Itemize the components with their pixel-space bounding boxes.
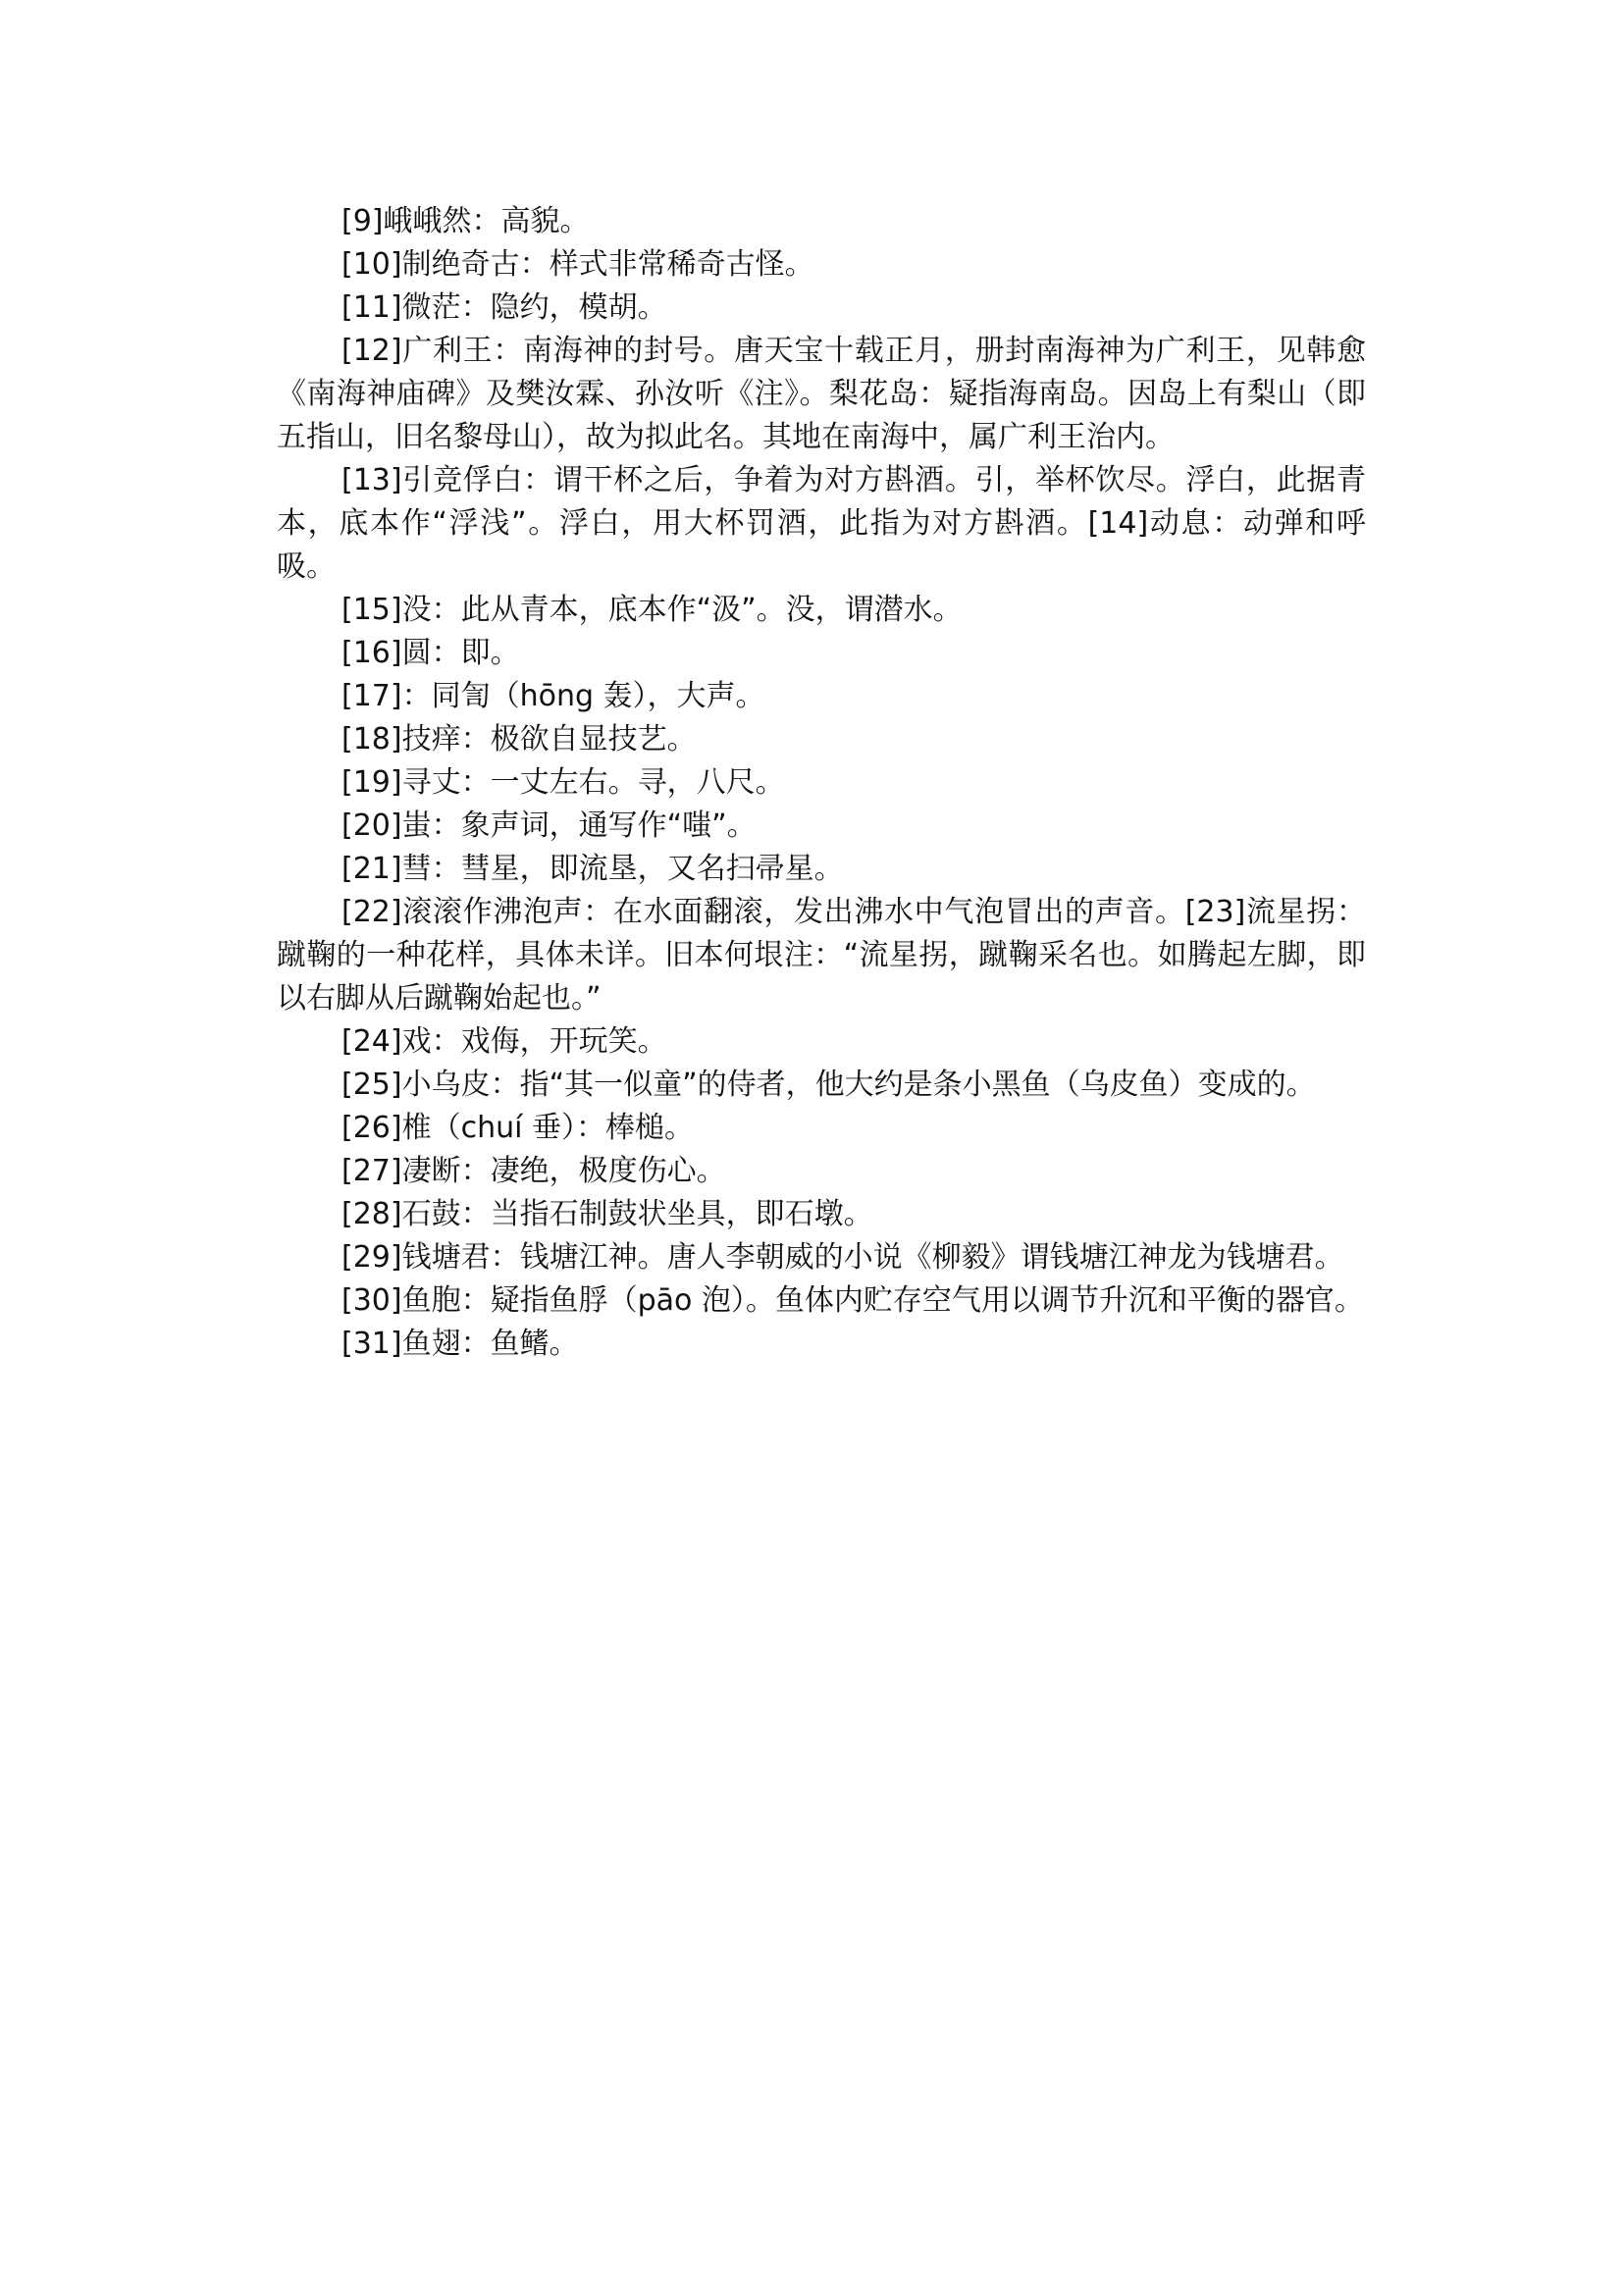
footnote-10: [10]制绝奇古：样式非常稀奇古怪。 [341,247,814,282]
footnote-18: [18]技痒：极欲自显技艺。 [341,722,697,756]
footnote-12: [12]广利王：南海神的封号。唐天宝十载正月，册封南海神为广利王，见韩愈《南海神庙碑》及樊汝霖、孙汝听《注》。梨花岛：疑指海南岛。因岛上有梨山（即五指山，旧名黎母山），故为拟此名。其地在南海中，属广利王治内。 [277,334,1366,454]
footnote-28: [28]石鼓：当指石制鼓状坐具，即石墩。 [341,1197,873,1231]
footnote-15: [15]没：此从青本，底本作“汲”。没，谓潜水。 [341,593,963,627]
footnote-17: [17]：同訇（hōng 轰），大声。 [341,679,765,713]
footnote-30: [30]鱼胞：疑指鱼脬（pāo 泡）。鱼体内贮存空气用以调节升沉和平衡的器官。 [341,1283,1364,1318]
footnote-19: [19]寻丈：一丈左右。寻，八尺。 [341,765,785,800]
footnote-25: [25]小乌皮：指“其一似童”的侍者，他大约是条小黑鱼（乌皮鱼）变成的。 [341,1068,1316,1102]
footnote-29: [29]钱塘君：钱塘江神。唐人李朝威的小说《柳毅》谓钱塘江神龙为钱塘君。 [341,1240,1344,1275]
footnote-24: [24]戏：戏侮，开玩笑。 [341,1024,667,1059]
footnote-11: [11]微茫：隐约，模胡。 [341,290,667,325]
footnote-27: [27]凄断：凄绝，极度伤心。 [341,1154,726,1188]
footnote-26: [26]椎（chuí 垂）：棒槌。 [341,1111,694,1145]
footnotes [277,200,1366,1366]
footnote-20: [20]蚩：象声词，通写作“嗤”。 [341,808,757,843]
footnote-13-14: [13]引竞俘白：谓干杯之后，争着为对方斟酒。引，举杯饮尽。浮白，此据青本，底本作“浮浅”。浮白，用大杯罚酒，此指为对方斟酒。[14]动息：动弹和呼吸。 [277,463,1366,584]
footnote-31: [31]鱼翅：鱼鳍。 [341,1327,579,1361]
footnote-16: [16]圆：即。 [341,636,520,670]
footnote-22-23: [22]滚滚作沸泡声：在水面翻滚，发出沸水中气泡冒出的声音。[23]流星拐：蹴鞠的一种花样，具体未详。旧本何垠注：“流星拐，蹴鞠采名也。如腾起左脚，即以右脚从后蹴鞠始起也。” [277,895,1366,1016]
footnote-9: [9]峨峨然：高貌。 [341,204,590,238]
footnote-21: [21]彗：彗星，即流垦，又名扫帚星。 [341,852,844,886]
